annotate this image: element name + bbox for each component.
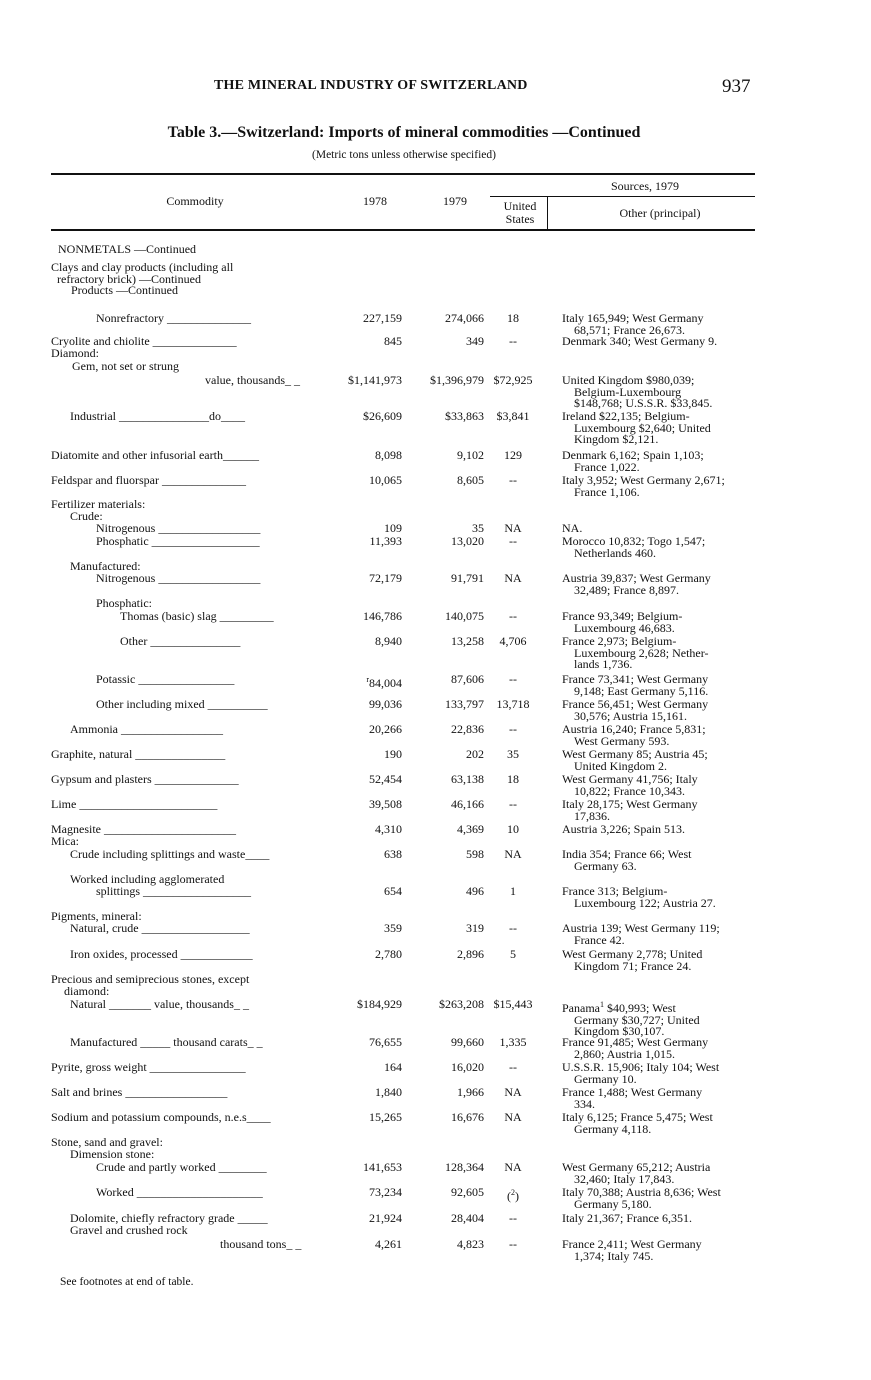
other-sources-line: Germany 10.: [574, 1071, 637, 1086]
commodity-label-line: Mica:: [51, 834, 79, 848]
sources-rule: [490, 196, 755, 197]
commodity-label: [70, 1149, 154, 1161]
commodity-label-line: splittings __________________: [96, 884, 252, 898]
header-commodity: Commodity: [166, 194, 224, 208]
other-sources-line: India 354; France 66; West: [562, 847, 692, 861]
other-sources-line: Kingdom $2,121.: [574, 432, 659, 446]
commodity-label-line: Fertilizer materials:: [51, 497, 146, 511]
other-sources-line: West Germany 85; Austria 45;: [562, 747, 708, 761]
other-sources: [562, 849, 767, 872]
other-sources: [562, 774, 767, 797]
other-sources-line: Denmark 340; West Germany 9.: [562, 334, 718, 348]
other-sources: [562, 999, 767, 1038]
other-sources-line: Belgium-Luxembourg: [574, 384, 682, 399]
commodity-label: [96, 536, 260, 548]
commodity-label: [70, 1037, 263, 1049]
value-united-states: NA: [504, 1160, 522, 1174]
other-sources-line: France 91,485; West Germany: [562, 1035, 709, 1049]
commodity-label-line: Industrial _______________do____: [70, 409, 245, 423]
value-1978: 638: [384, 847, 402, 861]
value-1979: 319: [466, 921, 484, 935]
other-sources: [562, 375, 767, 410]
value-united-states: 1: [510, 884, 516, 898]
other-sources: [562, 611, 767, 634]
other-sources-line: Italy 28,175; West Germany: [562, 797, 698, 811]
other-sources-line: NA.: [562, 521, 583, 535]
commodity-label: [51, 1062, 246, 1074]
value-united-states: --: [509, 722, 517, 736]
header-sources: Sources, 1979: [611, 179, 679, 193]
commodity-label-line: NONMETALS —Continued: [58, 242, 197, 256]
commodity-label: [70, 923, 250, 935]
value-united-states: --: [509, 334, 517, 348]
value-1979: 63,138: [451, 772, 484, 786]
commodity-label: [205, 375, 300, 387]
other-sources: [562, 1037, 767, 1060]
value-1978: $184,929: [357, 997, 402, 1011]
value-1979: 274,066: [445, 311, 484, 325]
other-sources-line: France 2,411; West Germany: [562, 1237, 702, 1251]
value-united-states: 1,335: [499, 1035, 527, 1049]
other-sources: [562, 523, 767, 535]
value-united-states: 18: [507, 311, 519, 325]
commodity-label-line: Potassic ________________: [96, 672, 235, 686]
other-sources-line: United Kingdom $980,039;: [562, 373, 695, 387]
commodity-label: [96, 674, 234, 686]
other-sources-line: Netherlands 460.: [574, 545, 656, 560]
other-sources: [562, 475, 767, 498]
value-united-states: ($^2$): [507, 1188, 519, 1203]
commodity-label-line: Nitrogenous _________________: [96, 571, 261, 585]
value-1978: 146,786: [363, 609, 402, 623]
other-sources-line: lands 1,736.: [574, 657, 633, 671]
value-1979: 22,836: [451, 722, 484, 736]
value-united-states: 18: [507, 772, 519, 786]
commodity-label-line: Manufactured:: [70, 559, 141, 573]
commodity-label: [72, 361, 179, 373]
other-sources-line: West Germany 41,756; Italy: [562, 772, 698, 786]
value-1978: 99,036: [369, 697, 402, 711]
header-united-states: [492, 200, 548, 226]
value-united-states: NA: [504, 521, 522, 535]
commodity-label-line: thousand tons_ _: [220, 1237, 302, 1251]
value-1978: 20,266: [369, 722, 402, 736]
other-sources-line: Luxembourg 122; Austria 27.: [574, 895, 716, 910]
value-united-states: --: [509, 1237, 517, 1251]
other-sources: [562, 674, 767, 697]
value-1979: 2,896: [457, 947, 484, 961]
other-sources-line: 1,374; Italy 745.: [574, 1248, 654, 1263]
other-sources-line: Italy 3,952; West Germany 2,671;: [562, 473, 725, 487]
value-1978: 15,265: [369, 1110, 402, 1124]
other-sources-line: 32,489; France 8,897.: [574, 582, 679, 597]
other-sources: [562, 336, 767, 348]
header-bottom-rule: [51, 229, 755, 231]
other-sources-line: France 42.: [574, 932, 625, 947]
value-united-states: NA: [504, 571, 522, 585]
other-sources: [562, 1162, 767, 1185]
commodity-label-line: Stone, sand and gravel:: [51, 1135, 163, 1149]
other-sources: [562, 536, 767, 559]
value-1979: 99,660: [451, 1035, 484, 1049]
value-1978: 52,454: [369, 772, 402, 786]
commodity-label-line: Magnesite ______________________: [51, 822, 236, 836]
commodity-label: [70, 411, 245, 423]
commodity-label-line: Pigments, mineral:: [51, 909, 142, 923]
other-sources: [562, 1087, 767, 1110]
commodity-label: [96, 1187, 263, 1199]
value-1979: 140,075: [445, 609, 484, 623]
commodity-label-line: Other including mixed __________: [96, 697, 268, 711]
commodity-label-line: Thomas (basic) slag _________: [120, 609, 274, 623]
value-united-states: 5: [510, 947, 516, 961]
other-sources: [562, 1239, 767, 1262]
other-sources-line: Panama$^1$ $40,993; West: [562, 1000, 676, 1015]
commodity-label: [96, 313, 251, 325]
other-sources-line: Denmark 6,162; Spain 1,103;: [562, 448, 704, 462]
other-sources-line: France 73,341; West Germany: [562, 672, 709, 686]
value-1978: $26,609: [363, 409, 402, 423]
value-1979: 128,364: [445, 1160, 484, 1174]
table-title: Table 3.—Switzerland: Imports of mineral commodities —Continued: [167, 124, 641, 141]
commodity-label: [70, 949, 253, 961]
other-sources: [562, 450, 767, 473]
other-sources-line: 10,822; France 10,343.: [574, 783, 685, 798]
other-sources-line: France 2,973; Belgium-: [562, 634, 677, 648]
other-sources: [562, 1187, 767, 1210]
commodity-label-line: Crude:: [70, 509, 103, 523]
value-united-states: --: [509, 609, 517, 623]
commodity-label-line: Pyrite, gross weight ________________: [51, 1060, 246, 1074]
other-sources: [562, 923, 767, 946]
value-1979: 1,966: [457, 1085, 484, 1099]
value-1978: 73,234: [369, 1185, 402, 1199]
other-sources-line: West Germany 593.: [574, 733, 670, 748]
commodity-label: [70, 849, 269, 861]
value-united-states: --: [509, 921, 517, 935]
commodity-label: [120, 636, 240, 648]
commodity-label: [96, 1162, 267, 1174]
commodity-label-line: Cryolite and chiolite ______________: [51, 334, 237, 348]
value-united-states: 13,718: [496, 697, 530, 711]
other-sources-line: United Kingdom 2.: [574, 758, 667, 773]
other-sources-line: West Germany 65,212; Austria: [562, 1160, 711, 1174]
commodity-label: [96, 573, 260, 585]
commodity-label-line: refractory brick) —Continued: [57, 271, 201, 286]
value-united-states: --: [509, 797, 517, 811]
other-sources: [562, 886, 767, 909]
commodity-label-line: Dimension stone:: [70, 1147, 155, 1161]
commodity-label: [51, 799, 217, 811]
value-1979: 133,797: [445, 697, 484, 711]
other-sources-line: 2,860; Austria 1,015.: [574, 1046, 675, 1061]
commodity-label-line: Gypsum and plasters ______________: [51, 772, 239, 786]
running-head: THE MINERAL INDUSTRY OF SWITZERLAND: [214, 78, 528, 93]
value-1979: 13,020: [451, 534, 484, 548]
other-sources: [562, 949, 767, 972]
other-sources: [562, 1112, 767, 1135]
value-1978: 109: [384, 521, 402, 535]
value-1978: 359: [384, 921, 402, 935]
value-united-states: --: [509, 473, 517, 487]
other-sources-line: 334.: [574, 1096, 595, 1111]
commodity-label: [51, 974, 249, 997]
value-1978: 4,261: [375, 1237, 402, 1251]
value-1979: 35: [472, 521, 484, 535]
commodity-label: [51, 1087, 227, 1099]
other-sources-line: Germany 4,118.: [574, 1121, 652, 1136]
commodity-label: [96, 886, 251, 898]
commodity-label-line: Products —Continued: [71, 283, 178, 297]
other-sources-line: Morocco 10,832; Togo 1,547;: [562, 534, 706, 548]
value-1979: 46,166: [451, 797, 484, 811]
other-sources-line: Kingdom $30,107.: [574, 1024, 665, 1038]
value-1979: $1,396,979: [430, 373, 484, 387]
commodity-label-line: Diamond:: [51, 346, 99, 360]
value-1978: 21,924: [369, 1211, 402, 1225]
value-1979: 4,369: [457, 822, 484, 836]
commodity-label-line: Worked _____________________: [96, 1185, 263, 1199]
other-sources-line: Ireland $22,135; Belgium-: [562, 409, 690, 423]
header-1979: 1979: [443, 194, 467, 208]
value-1978: 8,098: [375, 448, 402, 462]
commodity-label: [96, 523, 260, 535]
value-1979: 91,791: [451, 571, 484, 585]
value-1979: 4,823: [457, 1237, 484, 1251]
other-sources-line: Luxembourg $2,640; United: [574, 420, 711, 435]
value-united-states: --: [509, 1060, 517, 1074]
table-subtitle: (Metric tons unless otherwise specified): [312, 149, 496, 161]
other-sources-line: U.S.S.R. 15,906; Italy 104; West: [562, 1060, 720, 1074]
commodity-label: [51, 475, 246, 487]
other-sources: [562, 699, 767, 722]
commodity-label-line: Natural, crude __________________: [70, 921, 250, 935]
commodity-label-line: Lime _______________________: [51, 797, 218, 811]
commodity-label: [51, 348, 99, 360]
other-sources-line: Germany 5,180.: [574, 1196, 652, 1211]
other-sources: [562, 724, 767, 747]
value-united-states: 35: [507, 747, 519, 761]
value-1978: 11,393: [369, 534, 402, 548]
commodity-label: [120, 611, 274, 623]
value-1979: 28,404: [451, 1211, 484, 1225]
value-1978: 1,840: [375, 1085, 402, 1099]
other-sources: [562, 313, 767, 336]
value-1979: 202: [466, 747, 484, 761]
value-1979: 9,102: [457, 448, 484, 462]
value-united-states: $3,841: [496, 409, 530, 423]
other-sources: [562, 411, 767, 446]
value-1979: $263,208: [439, 997, 484, 1011]
footnote-reference: See footnotes at end of table.: [60, 1276, 194, 1288]
other-sources-line: France 1,106.: [574, 484, 640, 499]
value-united-states: --: [509, 1211, 517, 1225]
commodity-label-line: Manufactured _____ thousand carats_ _: [70, 1035, 263, 1049]
value-united-states: 10: [507, 822, 519, 836]
commodity-label-line: Ammonia _________________: [70, 722, 223, 736]
commodity-label-line: diamond:: [64, 983, 110, 998]
value-united-states: NA: [504, 847, 522, 861]
other-sources-line: Austria 39,837; West Germany: [562, 571, 711, 585]
value-united-states: --: [509, 534, 517, 548]
other-sources: [562, 824, 767, 836]
commodity-label-line: Phosphatic __________________: [96, 534, 260, 548]
value-1979: 13,258: [451, 634, 484, 648]
value-1978: 190: [384, 747, 402, 761]
other-sources: [562, 749, 767, 772]
commodity-label: [96, 699, 268, 711]
commodity-label: [51, 774, 239, 786]
value-1978: 164: [384, 1060, 402, 1074]
commodity-label-line: Feldspar and fluorspar ______________: [51, 473, 246, 487]
value-united-states: 4,706: [499, 634, 527, 648]
commodity-label: [70, 724, 223, 736]
value-1978: 39,508: [369, 797, 402, 811]
other-sources-line: France 56,451; West Germany: [562, 697, 709, 711]
commodity-label-line: Dolomite, chiefly refractory grade _____: [70, 1211, 268, 1225]
commodity-label-line: Crude including splittings and waste____: [70, 847, 270, 861]
commodity-label-line: Precious and semiprecious stones, except: [51, 972, 250, 986]
commodity-label: [70, 1225, 188, 1237]
commodity-label: [220, 1239, 301, 1251]
value-1979: 16,676: [451, 1110, 484, 1124]
value-1979: 16,020: [451, 1060, 484, 1074]
other-sources-line: Austria 16,240; France 5,831;: [562, 722, 706, 736]
commodity-label-line: Nitrogenous _________________: [96, 521, 261, 535]
commodity-label-line: Phosphatic:: [96, 596, 152, 610]
other-sources-line: Kingdom 71; France 24.: [574, 958, 692, 973]
commodity-label-line: Iron oxides, processed ____________: [70, 947, 253, 961]
value-1978: 72,179: [369, 571, 402, 585]
commodity-label-line: Other _______________: [120, 634, 241, 648]
value-united-states: --: [509, 672, 517, 686]
value-united-states: NA: [504, 1110, 522, 1124]
commodity-label-line: Salt and brines _________________: [51, 1085, 228, 1099]
commodity-label-line: Sodium and potassium compounds, n.e.s____: [51, 1110, 271, 1124]
commodity-label-line: Nonrefractory ______________: [96, 311, 251, 325]
value-1979: 87,606: [451, 672, 484, 686]
other-sources-line: France 1,022.: [574, 459, 640, 474]
other-sources-line: 68,571; France 26,673.: [574, 322, 685, 337]
other-sources-line: Germany $30,727; United: [574, 1012, 700, 1027]
value-1979: 598: [466, 847, 484, 861]
value-united-states: $15,443: [493, 997, 533, 1011]
header-us-line1: United: [503, 199, 537, 213]
other-sources-line: Italy 70,388; Austria 8,636; West: [562, 1185, 721, 1199]
other-sources-line: Luxembourg 2,628; Nether-: [574, 645, 709, 660]
value-united-states: NA: [504, 1085, 522, 1099]
commodity-label-line: Natural _______ value, thousands_ _: [70, 997, 249, 1011]
value-1979: $33,863: [445, 409, 484, 423]
value-1979: 92,605: [451, 1185, 484, 1199]
other-sources-line: 17,836.: [574, 808, 610, 823]
header-1978: 1978: [363, 194, 387, 208]
other-sources-line: France 313; Belgium-: [562, 884, 668, 898]
value-1979: 496: [466, 884, 484, 898]
value-united-states: $72,925: [493, 373, 533, 387]
other-sources: [562, 1213, 767, 1225]
value-1978: 141,653: [363, 1160, 402, 1174]
commodity-label: [51, 450, 259, 462]
other-sources-line: Italy 165,949; West Germany: [562, 311, 704, 325]
other-sources-line: France 1,488; West Germany: [562, 1085, 703, 1099]
header-top-rule: [51, 173, 755, 175]
page-number: 937: [722, 76, 751, 97]
commodity-label: [51, 836, 79, 848]
commodity-label-line: Gem, not set or strung: [72, 359, 179, 373]
other-sources-line: Italy 6,125; France 5,475; West: [562, 1110, 713, 1124]
commodity-label: [58, 244, 196, 256]
other-sources-line: Austria 3,226; Spain 513.: [562, 822, 685, 836]
other-sources-line: Austria 139; West Germany 119;: [562, 921, 720, 935]
other-sources-line: France 93,349; Belgium-: [562, 609, 683, 623]
commodity-label: [51, 262, 233, 297]
other-sources-line: $148,768; U.S.S.R. $33,845.: [574, 396, 713, 410]
value-1978: 8,940: [375, 634, 402, 648]
other-sources: [562, 1062, 767, 1085]
commodity-label-line: Clays and clay products (including all: [51, 260, 234, 274]
value-1978: 654: [384, 884, 402, 898]
commodity-label-line: value, thousands_ _: [205, 373, 300, 387]
value-1978: 227,159: [363, 311, 402, 325]
value-1978: $1,141,973: [348, 373, 402, 387]
value-1979: 8,605: [457, 473, 484, 487]
other-sources-line: Luxembourg 46,683.: [574, 620, 675, 635]
other-sources-line: 32,460; Italy 17,843.: [574, 1171, 675, 1186]
other-sources-line: Italy 21,367; France 6,351.: [562, 1211, 692, 1225]
other-sources-line: West Germany 2,778; United: [562, 947, 703, 961]
value-1978: 2,780: [375, 947, 402, 961]
other-sources: [562, 636, 767, 671]
value-1978: 76,655: [369, 1035, 402, 1049]
other-sources: [562, 573, 767, 596]
other-sources-line: Germany 63.: [574, 858, 637, 873]
commodity-label: [96, 598, 152, 610]
commodity-label: [70, 999, 249, 1011]
other-sources-line: 30,576; Austria 15,161.: [574, 708, 687, 723]
value-1978: 845: [384, 334, 402, 348]
commodity-label: [51, 1112, 271, 1124]
commodity-label-line: Diatomite and other infusorial earth______: [51, 448, 259, 462]
value-1978: 10,065: [369, 473, 402, 487]
header-us-line2: States: [505, 212, 535, 226]
other-sources-line: 9,148; East Germany 5,116.: [574, 683, 709, 698]
commodity-label-line: Gravel and crushed rock: [70, 1223, 188, 1237]
value-1978: $^r$84,004: [366, 675, 402, 690]
commodity-label-line: Graphite, natural _______________: [51, 747, 226, 761]
other-sources: [562, 799, 767, 822]
value-united-states: 129: [504, 448, 522, 462]
header-other-principal: Other (principal): [619, 206, 701, 220]
commodity-label: [51, 749, 225, 761]
value-1979: 349: [466, 334, 484, 348]
commodity-label-line: Worked including agglomerated: [70, 872, 225, 886]
commodity-label-line: Crude and partly worked ________: [96, 1160, 267, 1174]
value-1978: 4,310: [375, 822, 402, 836]
